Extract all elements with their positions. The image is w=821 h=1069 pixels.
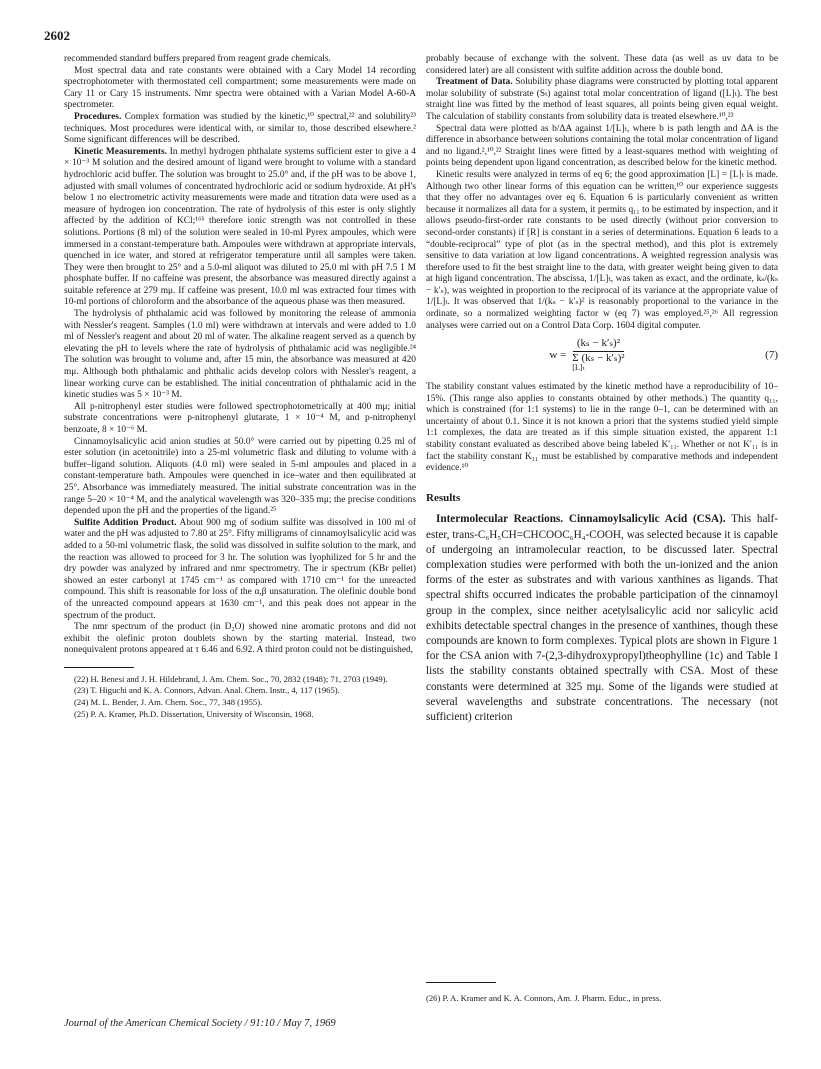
paragraph <box>426 124 778 170</box>
paragraph-text: About 900 mg of sodium sulfite was dissolved in 100 ml of water and the pH was adjusted to 7.80 at 25°. Fifty milligrams of cinnamoylsalicylic acid was added to a 50-ml volumetric flask, the solid was dissolved in sulfite solution to the mark, and the reaction was allowed to proceed for 3 hr. The solution was lyophilized for 5 hr and the dry powder was analyzed by infrared and nmr spectrometry. The ir spectrum (KBr pellet) showed an ester carbonyl at 1745 cm⁻¹ as compared with 1710 cm⁻¹ for the unreacted compound. This shift is reasonable for loss of the α,β unsaturation. The olefinic double bond of the unreacted compound appears at 1630 cm⁻¹, and this peak does not appear in the spectrum of the product. <box>64 517 416 621</box>
run-in-heading: Treatment of Data. <box>436 77 513 88</box>
paragraph <box>64 112 416 147</box>
paragraph <box>64 309 416 402</box>
paragraph-text: In methyl hydrogen phthalate systems sufficient ester to give a 4 × 10⁻³ M solution and the desired amount of ligand were brought to volume with a standard hydrochloric acid buffer. The solution was brought to 25.0° and, if the pH was to be above 1, adjusted with small volumes of concentrated hydrochloric acid or sodium hydroxide. At pH's below 1 no electrometric activity measurements were made and titration data were used as a measure of hydrogen ion concentration. The rate of hydrolysis of this ester is only slightly affected by the addition of KCl;¹⁶ᵇ therefore ionic strength was not controlled in these solutions. Portions (8 ml) of the solution were sealed in 10-ml Pyrex ampoules, which were immersed in a constant-temperature bath. Ampoules were withdrawn at appropriate intervals, quenched in ice water, and stored at refrigerator temperature until all samples were taken. They were then brought to 25° and a 5.0-ml aliquot was diluted to 25.0 ml with pH 7.5 1 M phosphate buffer. If no caffeine was present, the absorbance was measured directly against a suitable reference at 279 mμ. If caffeine was present, 10.0 ml was extracted four times with 10-ml portions of chloroform and the absorbance of the aqueous phase was then measured. <box>64 146 416 308</box>
paragraph <box>64 54 416 66</box>
paragraph-text: Spectral data were plotted as b/ΔA against 1/[L]ₜ, where b is path length and ΔA is the difference in absorbance between solutions containing the total molar concentration of ligand and no ligand.²,¹⁰,²² Straight lines were fitted by a least-squares method with weighting of points being dependent upon ligand concentration, as described below for the kinetic method. <box>426 123 778 169</box>
paragraph <box>426 54 778 77</box>
paragraph <box>64 437 416 518</box>
equation-denominator <box>572 352 624 374</box>
footnote: (25) P. A. Kramer, Ph.D. Dissertation, University of Wisconsin, 1968. <box>74 708 314 719</box>
right-column <box>426 54 778 725</box>
right-column-body <box>426 54 778 332</box>
paragraph <box>426 382 778 475</box>
paragraph-text: Most spectral data and rate constants were obtained with a Cary Model 14 recording spectrophotometer with thermostated cell compartment; some measurements were made on Cary 11 or Cary 15 instruments. Nmr spectra were obtained with a Varian Model A-60-A spectrometer. <box>64 65 416 111</box>
paragraph-text: The stability constant values estimated by the kinetic method have a reproducibility of 10–15%. (This range also applies to constants obtained by other methods.) The quantity q₁₁, which is constrained (for 1:1 systems) to lie in the range 0–1, can be determined with an uncertainty of about 0.1. Since it is not known a priori that the systems studied yield simple 1:1 complexes, the data are treated as if this simple situation existed, the apparent 1:1 stability constant evaluated as described above being labeled K′₁₁. Whether or not K′₁₁ is in fact the stability constant K₁₁ must be established by comparative methods and independent evidence.¹⁰ <box>426 382 778 474</box>
left-column <box>64 54 416 720</box>
journal-footer: Journal of the American Chemical Society / 91:10 / May 7, 1969 <box>64 1018 336 1029</box>
footnote: (22) H. Benesi and J. H. Hildebrand, J. Am. Chem. Soc., 70, 2832 (1948); 71, 2703 (1949). <box>74 673 388 684</box>
run-in-heading: Sulfite Addition Product. <box>74 517 177 528</box>
right-footnote-divider <box>426 982 496 983</box>
footnote: (24) M. L. Bender, J. Am. Chem. Soc., 77, 348 (1955). <box>74 697 263 708</box>
paragraph-text: Solubility phase diagrams were constructed by plotting total apparent molar solubility of substrate (Sₜ) against total molar concentration of ligand ([L]ₜ). The best straight line was fitted by the method of least squares, all points being given equal weight. The calculation of stability constants from solubility data is treated elsewhere.¹⁰,²³ <box>426 77 778 122</box>
footnotes <box>64 674 416 719</box>
equation-body <box>426 338 748 374</box>
paragraph-text: probably because of exchange with the solvent. These data (as well as uv data to be considered later) are all consistent with sulfite addition across the double bond. <box>426 54 778 76</box>
run-in-heading: Intermolecular Reactions. Cinnamoylsalicylic Acid (CSA). <box>436 513 726 526</box>
equation-lhs: w = <box>549 349 567 362</box>
equation-numerator: (kₛ − k′ₛ)² <box>573 338 624 352</box>
paragraph <box>64 402 416 437</box>
paragraph-text: recommended standard buffers prepared from reagent grade chemicals. <box>64 54 331 64</box>
equation-denominator-text: Σ (kₛ − k′ₛ)² <box>572 351 625 364</box>
paragraph-text: Cinnamoylsalicylic acid anion studies at 50.0° were carried out by pipetting 0.25 ml of ester solution (in acetonitrile) into a 25-ml volumetric flask and diluting to volume with a buffer–ligand solution. Aliquots (4.0 ml) were sealed in 5-ml ampoules and placed in a constant-temperature bath. Ampoules were quenched in ice–water and then equilibrated at 25°. Absorbance was immediately measured. The initial substrate concentration was in the range 5–20 × 10⁻⁴ M, and the analytical wavelength was 320–335 mμ; the precise conditions depended upon the pH and the properties of the ligand.²⁵ <box>64 436 416 517</box>
equation-number: (7) <box>765 349 778 362</box>
paragraph <box>64 622 416 657</box>
paragraph-text: This half-ester, trans-C₆H₅CH=CHCOOC₆H₄-COOH, was selected because it is capable of undergoing an intramolecular reaction, to be discussed later. Spectral complexation studies were performed with both the un-ionized and the anion forms of the ester as substrates and with various xanthines as ligands. That spectral shifts occurred indicates the probable participation of the cinnamoyl group in the complex, since neither acetylsalicylic acid nor salicylic acid exhibits detectable spectral changes in the presence of xanthines, though these compounds are known to form complexes. Typical plots are shown in Figure 1 for the CSA anion with 7-(2,3-dihydroxypropyl)theophylline (1c) and Table I lists the stability constants obtained spectrally with CSA. Most of these constants were determined at 325 mμ. Some of the ligands were studied at several wavelengths and substrate concentrations. The necessary (not sufficient) criterion <box>426 513 778 724</box>
paragraph <box>64 518 416 622</box>
right-footnote: (26) P. A. Kramer and K. A. Connors, Am. J. Pharm. Educ., in press. <box>426 993 662 1003</box>
paragraph-text: Complex formation was studied by the kinetic,¹⁰ spectral,²² and solubility²³ techniques. Most procedures were identical with, or similar to, those described elsewhere.² Some significant differences will be described. <box>64 111 416 146</box>
paragraph-text: Kinetic results were analyzed in terms of eq 6; the good approximation [L] = [L]ₜ is made. Although two other linear forms of this equation can be written,¹⁰ our experience suggests that they offer no advantages over eq 6. Equation 6 is particularly convenient as written because it normalizes all data for a system, it permits q₁₁ to be estimated by inspection, and it allows pseudo-first-order rate constants to be used directly (without prior conversion to second-order constants) if [R] is constant in a series of determinations. Equation 6 leads to a “double-reciprocal” type of plot (as in the spectral method), and this plot is extremely sensitive to data variation at low ligand concentrations. A weighted regression analysis was therefore used to fit the best straight line to the data, with greater weight being given to data at high ligand concentration. The abscissa, 1/[L]ₜ, was taken as exact, and the ordinate, kₛ/(kₛ − k′ₛ), was weighted in proportion to the reciprocal of its variance at the appropriate value of 1/[L]ₜ. It was observed that 1/(kₛ − k′ₛ)² is reasonably proportional to the variance in the ordinate, so a normalized weighting factor w (eq 7) was employed.²⁵,²⁶ All regression analyses were carried out on a Control Data Corp. 1604 digital computer. <box>426 169 778 331</box>
paragraph <box>426 512 778 725</box>
run-in-heading: Procedures. <box>74 111 122 122</box>
results-body <box>426 512 778 725</box>
paragraph <box>64 147 416 309</box>
paragraph <box>426 77 778 123</box>
left-column-body <box>64 54 416 657</box>
footnote: (23) T. Higuchi and K. A. Connors, Advan. Anal. Chem. Instr., 4, 117 (1965). <box>74 685 340 696</box>
paragraph <box>64 66 416 112</box>
page-number: 2602 <box>44 28 70 43</box>
footnote-divider <box>64 667 134 668</box>
paragraph-text: All p-nitrophenyl ester studies were followed spectrophotometrically at 400 mμ; initial substrate concentrations were p-nitrophenyl glutarate, 1 × 10⁻⁴ M, and p-nitrophenyl benzoate, 8 × 10⁻⁶ M. <box>64 401 416 435</box>
paragraph <box>426 170 778 332</box>
run-in-heading: Kinetic Measurements. <box>74 146 167 157</box>
paragraph-text: The nmr spectrum of the product (in D₂O) showed nine aromatic protons and did not exhibit the olefinic proton doublets shown by the starting material. Instead, two nonequivalent protons appeared at τ 6.46 and 6.92. A third proton could not be distinguished, <box>64 622 416 656</box>
right-column-middle <box>426 382 778 475</box>
equation-7 <box>426 338 778 374</box>
results-heading: Results <box>426 491 461 504</box>
equation-sum-index: [L]ₜ <box>572 363 585 373</box>
equation-fraction <box>572 338 624 374</box>
paragraph-text: The hydrolysis of phthalamic acid was followed by monitoring the release of ammonia with Nessler's reagent. Samples (1.0 ml) were withdrawn at intervals and were added to 1.0 ml of Nessler's reagent and about 20 ml of water. The alkaline reagent served as a quench by elevating the pH to levels where the rate of hydrolysis of phthalamic acid was negligible.²⁴ The solution was brought to volume and, after 15 min, the absorbance was measured at 420 mμ. Although both phthalamic and phthalic acids develop colors with Nessler's reagent, a linear working curve can be established. The initial concentration of phthalamic acid in the kinetic studies was 5 × 10⁻³ M. <box>64 309 416 401</box>
